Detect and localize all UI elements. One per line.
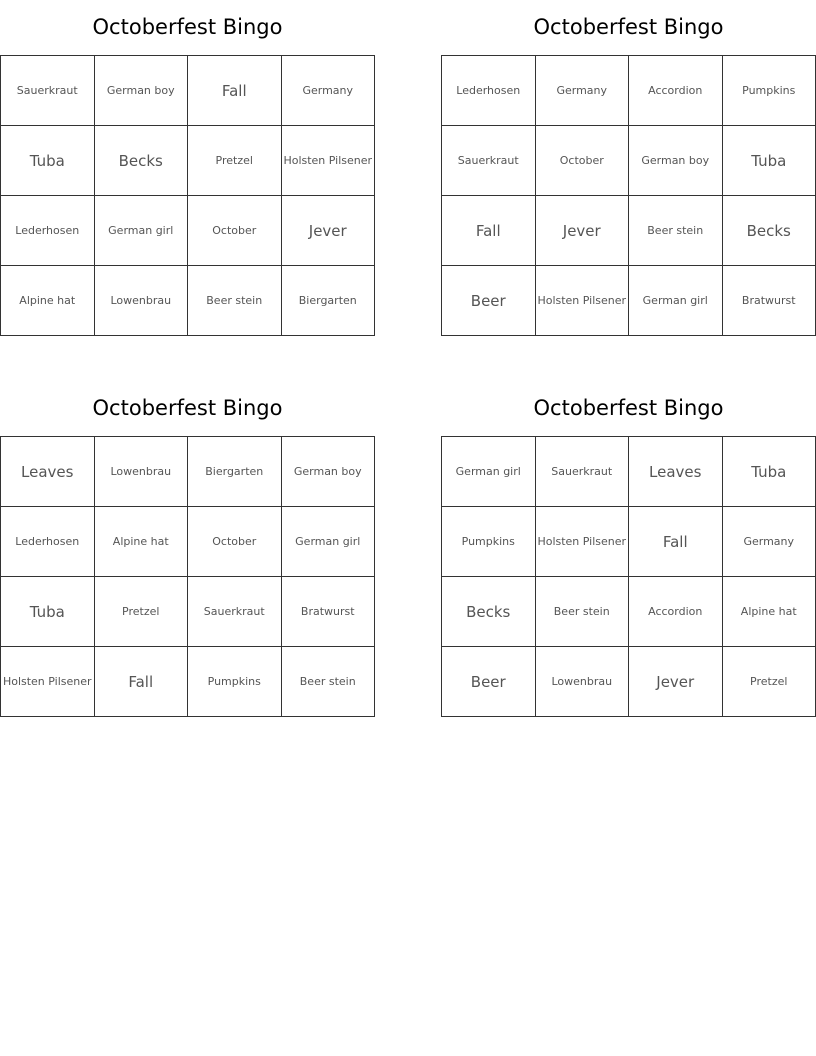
bingo-cell: Pumpkins — [442, 507, 536, 577]
bingo-cell: Alpine hat — [95, 507, 189, 577]
bingo-cell: Becks — [723, 196, 816, 266]
bingo-cell: Germany — [536, 56, 630, 126]
bingo-cell: Tuba — [723, 126, 816, 196]
bingo-cell: Tuba — [1, 577, 95, 647]
bingo-cell: Lowenbrau — [95, 437, 189, 507]
bingo-cell: Germany — [282, 56, 376, 126]
bingo-card-2 — [441, 0, 816, 336]
bingo-cell: Tuba — [1, 126, 95, 196]
bingo-cell: Beer stein — [282, 647, 376, 717]
card-title: Octoberfest Bingo — [533, 396, 724, 420]
bingo-cell: Beer — [442, 266, 536, 336]
bingo-cell: Alpine hat — [1, 266, 95, 336]
bingo-cell: Holsten Pilsener — [536, 507, 630, 577]
bingo-cell: Jever — [282, 196, 376, 266]
bingo-cell: Fall — [629, 507, 723, 577]
bingo-cell: Sauerkraut — [442, 126, 536, 196]
bingo-cell: Sauerkraut — [188, 577, 282, 647]
bingo-cell: German girl — [95, 196, 189, 266]
card-title: Octoberfest Bingo — [533, 15, 724, 39]
bingo-card-1 — [0, 0, 375, 336]
bingo-cell: Germany — [723, 507, 816, 577]
bingo-cell: Fall — [442, 196, 536, 266]
bingo-cell: German girl — [282, 507, 376, 577]
bingo-cell: Fall — [188, 56, 282, 126]
bingo-cell: Biergarten — [282, 266, 376, 336]
bingo-cell: German boy — [629, 126, 723, 196]
bingo-cell: Beer stein — [188, 266, 282, 336]
bingo-cell: Lederhosen — [442, 56, 536, 126]
bingo-cell: Biergarten — [188, 437, 282, 507]
bingo-card-4 — [441, 381, 816, 717]
bingo-cell: Jever — [536, 196, 630, 266]
bingo-cell: Pumpkins — [188, 647, 282, 717]
bingo-cell: Pretzel — [188, 126, 282, 196]
bingo-cell: Bratwurst — [282, 577, 376, 647]
bingo-grid — [441, 55, 816, 336]
bingo-cell: Bratwurst — [723, 266, 816, 336]
bingo-cell: October — [188, 507, 282, 577]
bingo-grid — [0, 55, 375, 336]
bingo-cell: Beer stein — [536, 577, 630, 647]
bingo-cell: German girl — [442, 437, 536, 507]
bingo-cell: Leaves — [1, 437, 95, 507]
bingo-cell: Pretzel — [95, 577, 189, 647]
bingo-cell: Beer stein — [629, 196, 723, 266]
bingo-cell: Becks — [442, 577, 536, 647]
bingo-cell: Alpine hat — [723, 577, 816, 647]
bingo-cell: German girl — [629, 266, 723, 336]
bingo-cell: Jever — [629, 647, 723, 717]
bingo-cell: Lederhosen — [1, 196, 95, 266]
bingo-grid — [0, 436, 375, 717]
bingo-cell: Fall — [95, 647, 189, 717]
bingo-cell: Sauerkraut — [1, 56, 95, 126]
bingo-cell: Lederhosen — [1, 507, 95, 577]
bingo-cell: October — [536, 126, 630, 196]
bingo-cell: Holsten Pilsener — [536, 266, 630, 336]
bingo-cell: October — [188, 196, 282, 266]
bingo-cell: Holsten Pilsener — [1, 647, 95, 717]
bingo-cell: Becks — [95, 126, 189, 196]
bingo-cell: Beer — [442, 647, 536, 717]
bingo-cell: German boy — [282, 437, 376, 507]
bingo-cell: Lowenbrau — [536, 647, 630, 717]
bingo-cell: Accordion — [629, 56, 723, 126]
bingo-cell: Pumpkins — [723, 56, 816, 126]
bingo-cell: Sauerkraut — [536, 437, 630, 507]
bingo-cell: Accordion — [629, 577, 723, 647]
bingo-cell: Pretzel — [723, 647, 816, 717]
bingo-grid — [441, 436, 816, 717]
card-title: Octoberfest Bingo — [92, 15, 283, 39]
bingo-card-3 — [0, 381, 375, 717]
bingo-cell: Holsten Pilsener — [282, 126, 376, 196]
card-title: Octoberfest Bingo — [92, 396, 283, 420]
bingo-cell: Lowenbrau — [95, 266, 189, 336]
bingo-cell: Tuba — [723, 437, 816, 507]
bingo-cell: Leaves — [629, 437, 723, 507]
bingo-cell: German boy — [95, 56, 189, 126]
